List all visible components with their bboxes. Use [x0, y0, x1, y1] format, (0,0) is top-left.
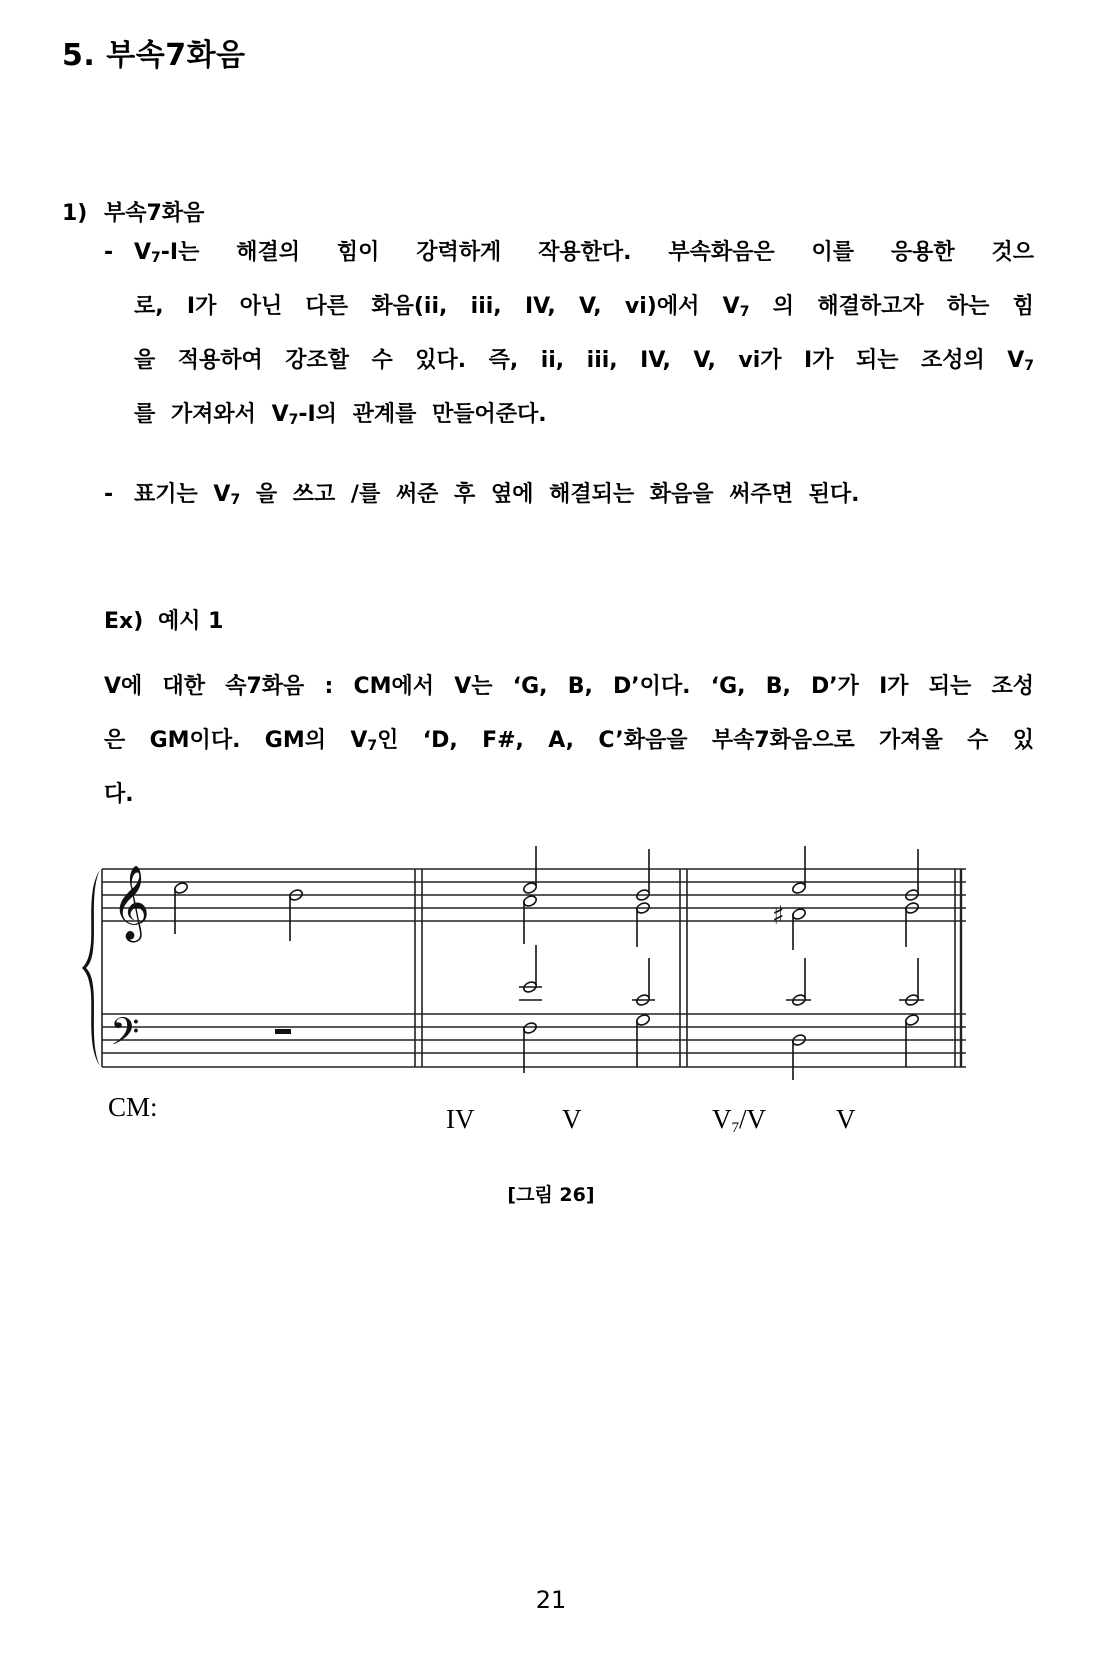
- subsection-number: 1): [62, 201, 88, 226]
- bullet-paragraph-1: [134, 226, 1034, 442]
- example-paragraph: [104, 660, 1034, 822]
- paragraph-line: 를 가져와서 $V_7-I$의 관계를 만들어준다.: [134, 402, 547, 428]
- section-heading: [62, 30, 246, 74]
- roman-numeral: $V_7/V$: [712, 1104, 766, 1136]
- bass-staff: [102, 1014, 966, 1067]
- bullet-dash: -: [104, 240, 114, 265]
- roman-numeral: IV: [446, 1104, 475, 1134]
- paragraph-line: $V_7-I$는 해결의 힘이 강력하게 작용한다. 부속화음은 이를 응용한 것으: [134, 240, 1034, 266]
- sharp-icon: ♯: [772, 901, 785, 931]
- subsection-title: 부속7화음: [104, 201, 205, 226]
- paragraph-line: 을 적용하여 강조할 수 있다. 즉, ii, iii, IV, V, vi가 I가 되는 조성의 $V_7$: [134, 348, 1034, 374]
- bullet-paragraph-2: [134, 468, 1034, 522]
- paragraph-line: 은 GM이다. GM의 $V_7$인 ‘D, F#, A, C’화음을 부속7화음으로 가져올 수 있: [104, 728, 1034, 754]
- treble-staff: [102, 869, 966, 921]
- example-label: Ex): [104, 609, 144, 634]
- subsection-heading: [62, 196, 204, 227]
- paragraph-line: 로, I가 아닌 다른 화음(ii, iii, IV, V, vi)에서 $V_7$ 의 해결하고자 하는 힘: [134, 294, 1034, 320]
- bullet-dash: -: [104, 482, 114, 507]
- brace: [82, 870, 100, 1066]
- page-number: 21: [535, 1586, 567, 1614]
- bass-clef-icon: 𝄢: [110, 1009, 140, 1063]
- section-title: 부속7화음: [106, 38, 246, 73]
- example-title: 예시 1: [158, 609, 224, 634]
- paragraph-line: 다.: [104, 782, 134, 807]
- paragraph-line: V에 대한 속7화음 : CM에서 V는 ‘G, B, D’이다. ‘G, B, D’가 I가 되는 조성: [104, 674, 1034, 699]
- paragraph-line: 표기는 $V_7$ 을 쓰고 /를 써준 후 옆에 해결되는 화음을 써주면 된다.: [134, 482, 860, 508]
- treble-clef-icon: 𝄞: [112, 866, 150, 940]
- music-score: [80, 840, 980, 1080]
- roman-numeral: V: [562, 1104, 582, 1134]
- example-heading: [104, 604, 223, 635]
- key-label: CM:: [108, 1092, 158, 1122]
- section-number: 5.: [62, 38, 96, 73]
- figure-caption: [그림 26]: [507, 1184, 595, 1206]
- roman-numeral: V: [836, 1104, 856, 1134]
